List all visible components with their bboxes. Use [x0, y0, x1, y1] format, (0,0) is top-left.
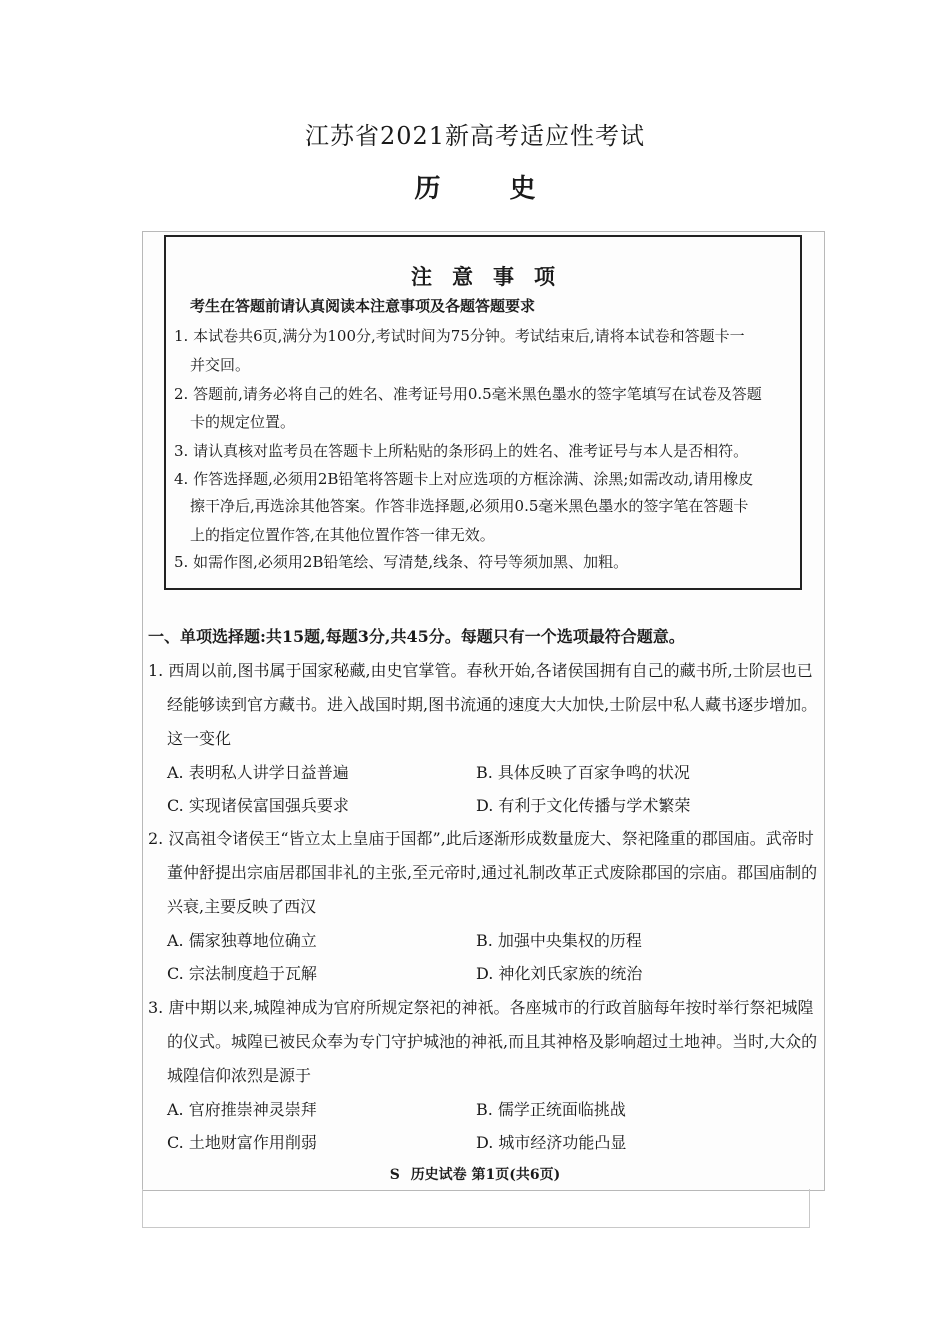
notice-line: 擦干净后,再选涂其他答案。作答非选择题,必须用0.5毫米黑色墨水的签字笔在答题卡	[190, 497, 749, 515]
question-3-stem: 的仪式。城隍已被民众奉为专门守护城池的神祇,而且其神格及影响超过土地神。当时,大众的	[167, 1032, 818, 1051]
notice-line: 上的指定位置作答,在其他位置作答一律无效。	[190, 526, 495, 544]
section-heading: 一、单项选择题:共15题,每题3分,共45分。每题只有一个选项最符合题意。	[148, 627, 685, 646]
notice-line: 卡的规定位置。	[190, 413, 296, 431]
question-2-option-b: B. 加强中央集权的历程	[476, 931, 642, 950]
question-1-stem: 经能够读到官方藏书。进入战国时期,图书流通的速度大大加快,士阶层中私人藏书逐步增加。	[167, 695, 818, 714]
exam-title: 江苏省2021新高考适应性考试	[304, 122, 646, 150]
notice-line: 5. 如需作图,必须用2B铅笔绘、写清楚,线条、符号等须加黑、加粗。	[174, 553, 629, 571]
question-2-option-c: C. 宗法制度趋于瓦解	[167, 964, 317, 983]
notice-line: 4. 作答选择题,必须用2B铅笔将答题卡上对应选项的方框涂满、涂黑;如需改动,请用橡皮	[174, 470, 754, 488]
page-footer	[0, 1164, 950, 1184]
page-frame-bottom	[142, 1189, 810, 1228]
question-3-option-d: D. 城市经济功能凸显	[476, 1133, 627, 1152]
notice-intro: 考生在答题前请认真阅读本注意事项及各题答题要求	[190, 297, 536, 315]
footer-code: S	[389, 1167, 400, 1183]
notice-line: 2. 答题前,请务必将自己的姓名、准考证号用0.5毫米黑色墨水的签字笔填写在试卷及答题	[174, 385, 762, 403]
question-1-stem: 这一变化	[167, 729, 232, 748]
question-2-stem: 兴衰,主要反映了西汉	[167, 897, 317, 916]
question-1-option-c: C. 实现诸侯富国强兵要求	[167, 796, 349, 815]
question-3-stem: 3. 唐中期以来,城隍神成为官府所规定祭祀的神祇。各座城市的行政首脑每年按时举行祭祀城隍	[148, 998, 814, 1017]
notice-box	[164, 235, 802, 590]
question-2-stem: 董仲舒提出宗庙居郡国非礼的主张,至元帝时,通过礼制改革正式废除郡国的宗庙。郡国庙制的	[167, 863, 818, 882]
question-2-option-d: D. 神化刘氏家族的统治	[476, 964, 643, 983]
question-1-option-d: D. 有利于文化传播与学术繁荣	[476, 796, 691, 815]
footer-page-label: 历史试卷 第1页(共6页)	[410, 1167, 561, 1183]
question-3-option-c: C. 土地财富作用削弱	[167, 1133, 317, 1152]
question-1-option-b: B. 具体反映了百家争鸣的状况	[476, 763, 690, 782]
question-2-stem: 2. 汉高祖令诸侯王“皆立太上皇庙于国都”,此后逐渐形成数量庞大、祭祀隆重的郡国庙。武帝时	[148, 829, 814, 848]
question-3-option-a: A. 官府推崇神灵崇拜	[167, 1100, 317, 1119]
notice-line: 1. 本试卷共6页,满分为100分,考试时间为75分钟。考试结束后,请将本试卷和答题卡一	[174, 327, 745, 345]
question-1-option-a: A. 表明私人讲学日益普遍	[167, 763, 349, 782]
question-2-option-a: A. 儒家独尊地位确立	[167, 931, 317, 950]
exam-subject: 历 史	[414, 174, 566, 204]
notice-line: 3. 请认真核对监考员在答题卡上所粘贴的条形码上的姓名、准考证号与本人是否相符。	[174, 442, 749, 460]
question-3-stem: 城隍信仰浓烈是源于	[167, 1066, 312, 1085]
notice-heading: 注意事项	[411, 264, 575, 289]
question-3-option-b: B. 儒学正统面临挑战	[476, 1100, 626, 1119]
question-1-stem: 1. 西周以前,图书属于国家秘藏,由史官掌管。春秋开始,各诸侯国拥有自己的藏书所,士阶层也已	[148, 661, 813, 680]
notice-line: 并交回。	[190, 356, 251, 374]
